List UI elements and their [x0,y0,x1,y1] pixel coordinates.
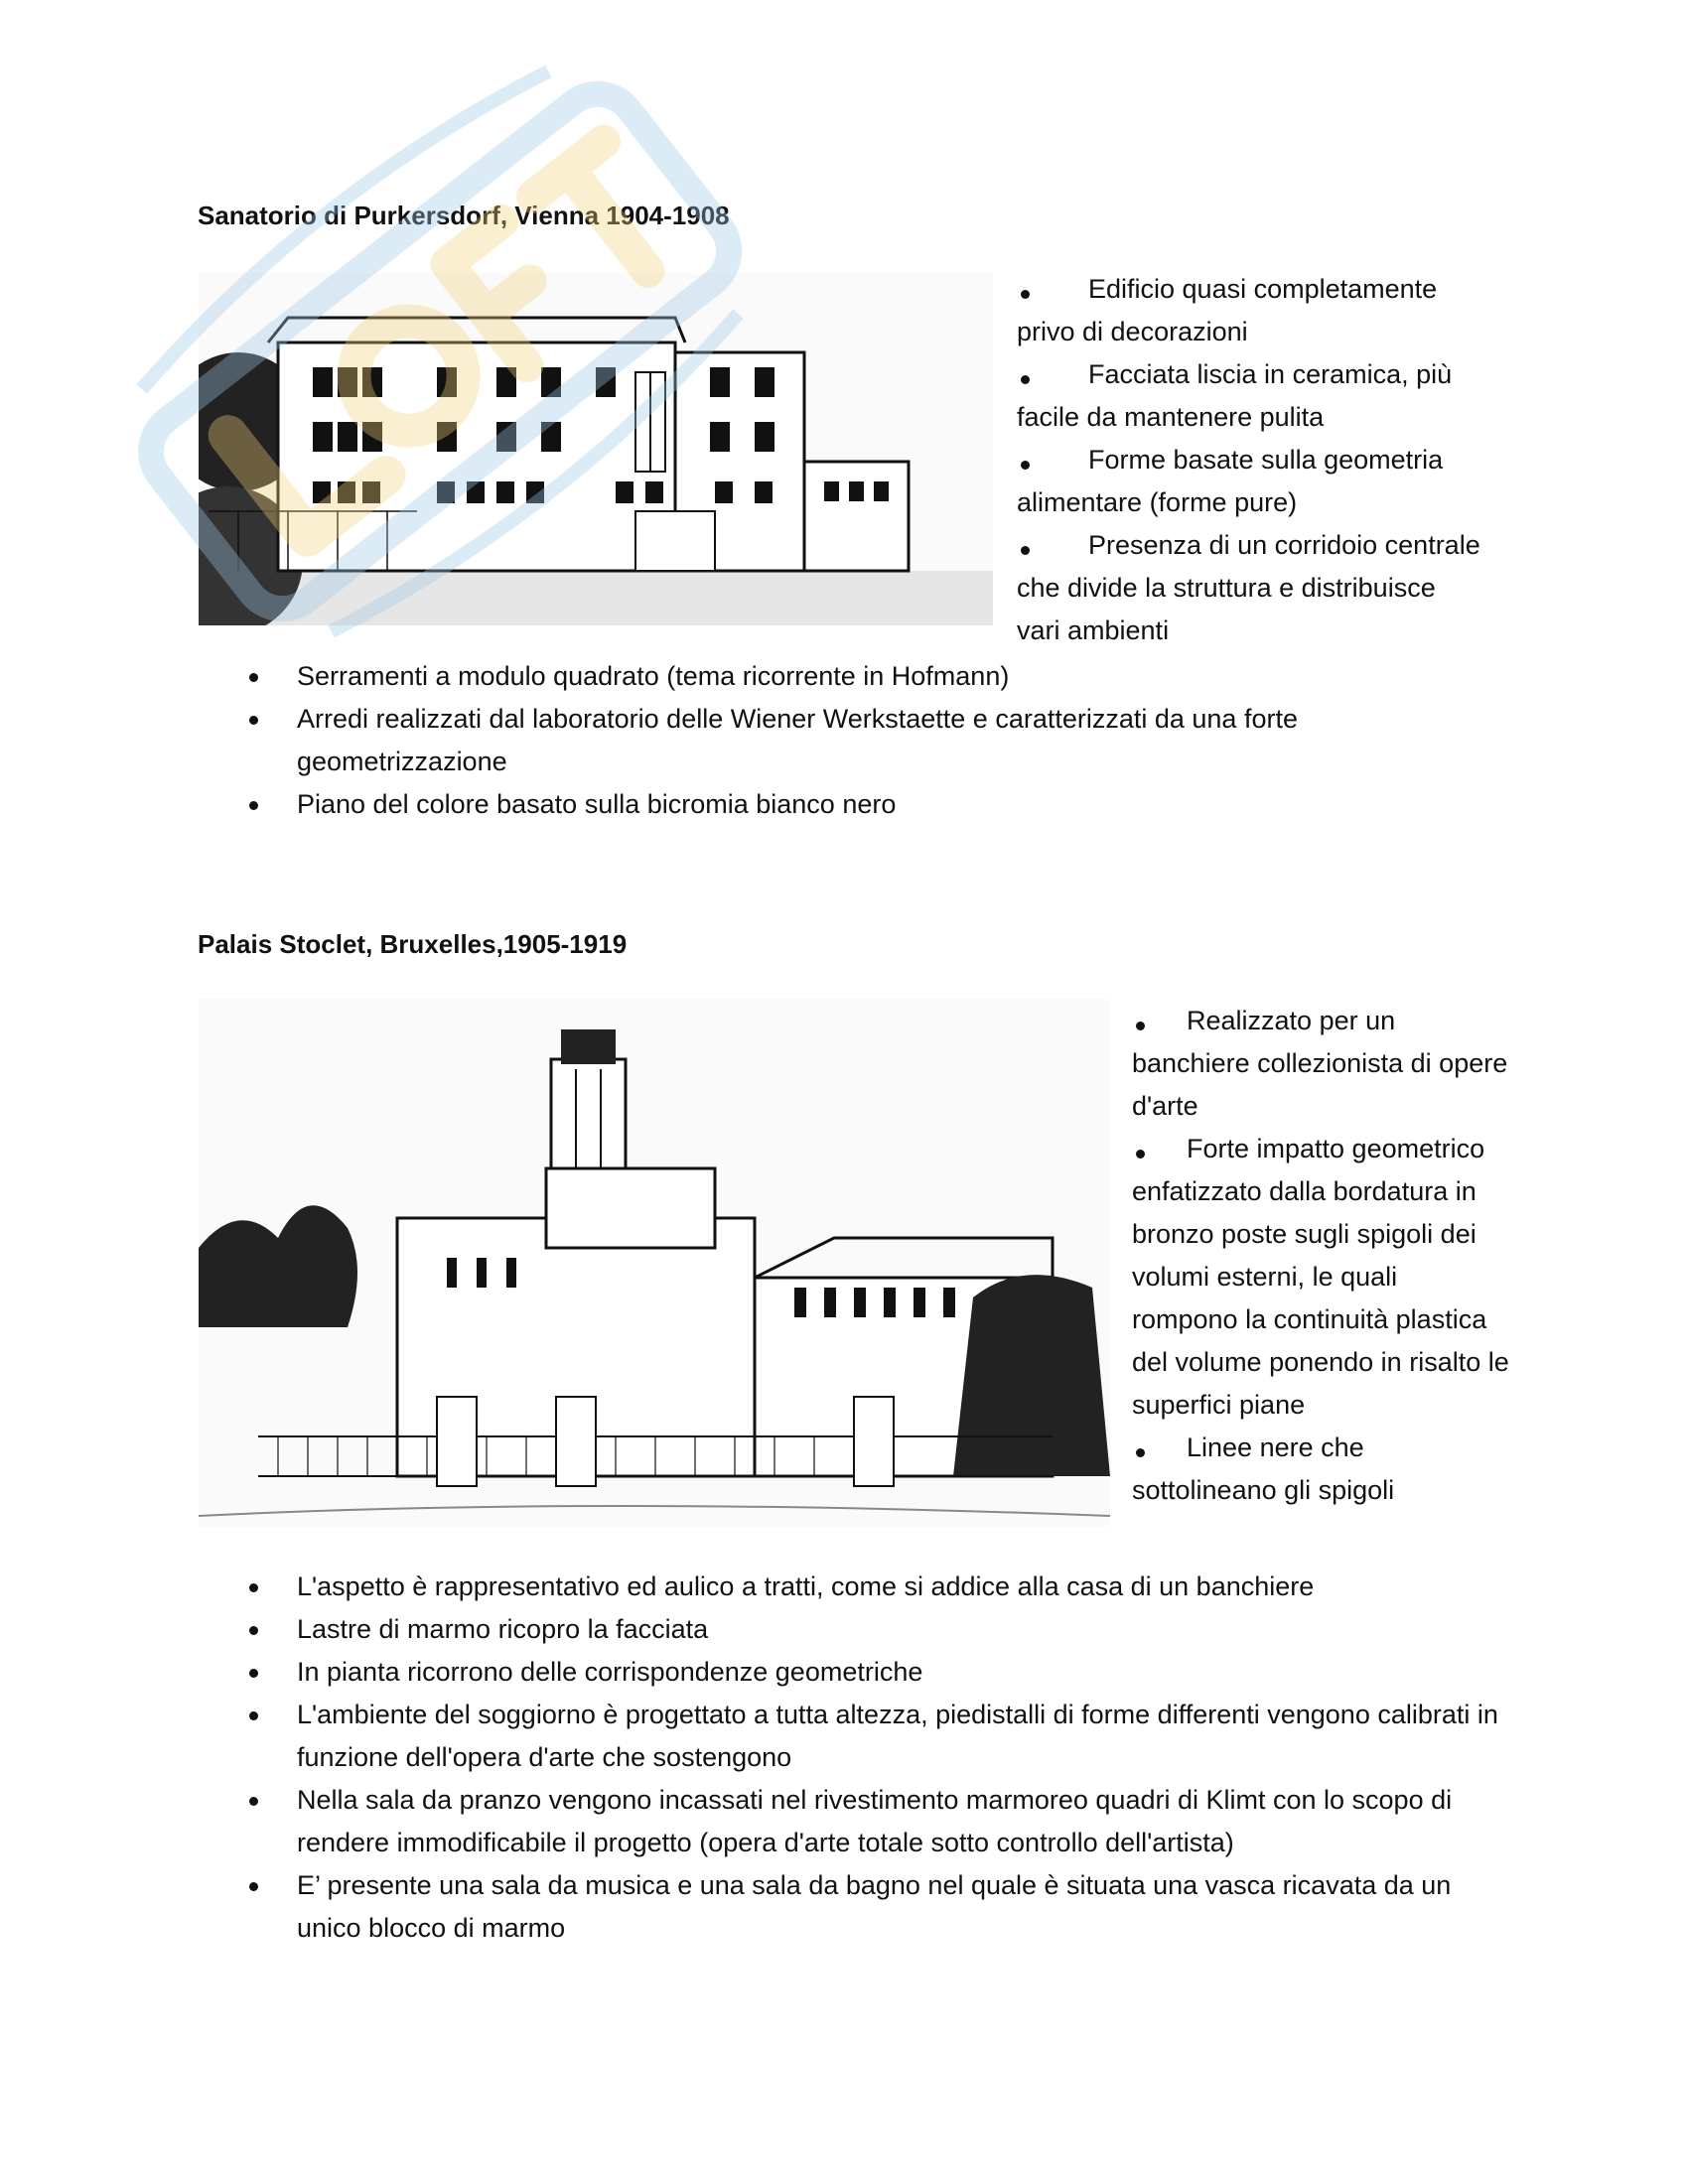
list-item: Arredi realizzati dal laboratorio delle Wiener Werkstaette e caratterizzati da una forte geometrizzazione [198,698,1508,783]
list-item: Edificio quasi completamente privo di decorazioni [1017,274,1438,346]
list-item: Forme basate sulla geometria alimentare (forme pure) [1017,445,1444,517]
sanatorium-drawing [199,273,993,625]
list-item: L'aspetto è rappresentativo ed aulico a tratti, come si addice alla casa di un banchiere [198,1566,1508,1608]
list-item: Piano del colore basato sulla bicromia bianco nero [198,783,1508,826]
list-item: E’ presente una sala da musica e una sala da bagno nel quale è situata una vasca ricavata da un unico blocco di marmo [198,1864,1508,1950]
palais-stoclet-drawing [199,1000,1110,1526]
list-item: In pianta ricorrono delle corrispondenze geometriche [198,1651,1508,1694]
list-item: Nella sala da pranzo vengono incassati nel rivestimento marmoreo quadri di Klimt con lo scopo di rendere immodificabile il progetto (opera d'arte totale sotto controllo dell'artista) [198,1779,1508,1864]
list-item: Facciata liscia in ceramica, più facile da mantenere pulita [1017,359,1453,432]
list-item: Serramenti a modulo quadrato (tema ricorrente in Hofmann) [198,655,1508,698]
list-item: Forte impatto geometrico enfatizzato dalla bordatura in bronzo poste sugli spigoli dei volumi esterni, le quali rompono la continuità plastica del volume ponendo in risalto le superfici piane [1132,1134,1509,1420]
list-item: L'ambiente del soggiorno è progettato a tutta altezza, piedistalli di forme differenti vengono calibrati in funzione dell'opera d'arte che sostengono [198,1694,1508,1779]
section2-title: Palais Stoclet, Bruxelles,1905-1919 [198,929,628,959]
list-item: Realizzato per un banchiere collezionista di opere d'arte [1132,1006,1508,1121]
list-item: Lastre di marmo ricopro la facciata [198,1608,1508,1651]
section2-list [198,1566,1508,1950]
section1-title: Sanatorio di Purkersdorf, Vienna 1904-1908 [198,201,730,230]
section2-side-list [1132,1000,1509,1512]
list-item: Presenza di un corridoio centrale che divide la struttura e distribuisce vari ambienti [1017,530,1480,645]
section1-side-list [1017,268,1483,652]
list-item: Linee nere che sottolineano gli spigoli [1132,1433,1395,1505]
section1-list [198,655,1508,826]
